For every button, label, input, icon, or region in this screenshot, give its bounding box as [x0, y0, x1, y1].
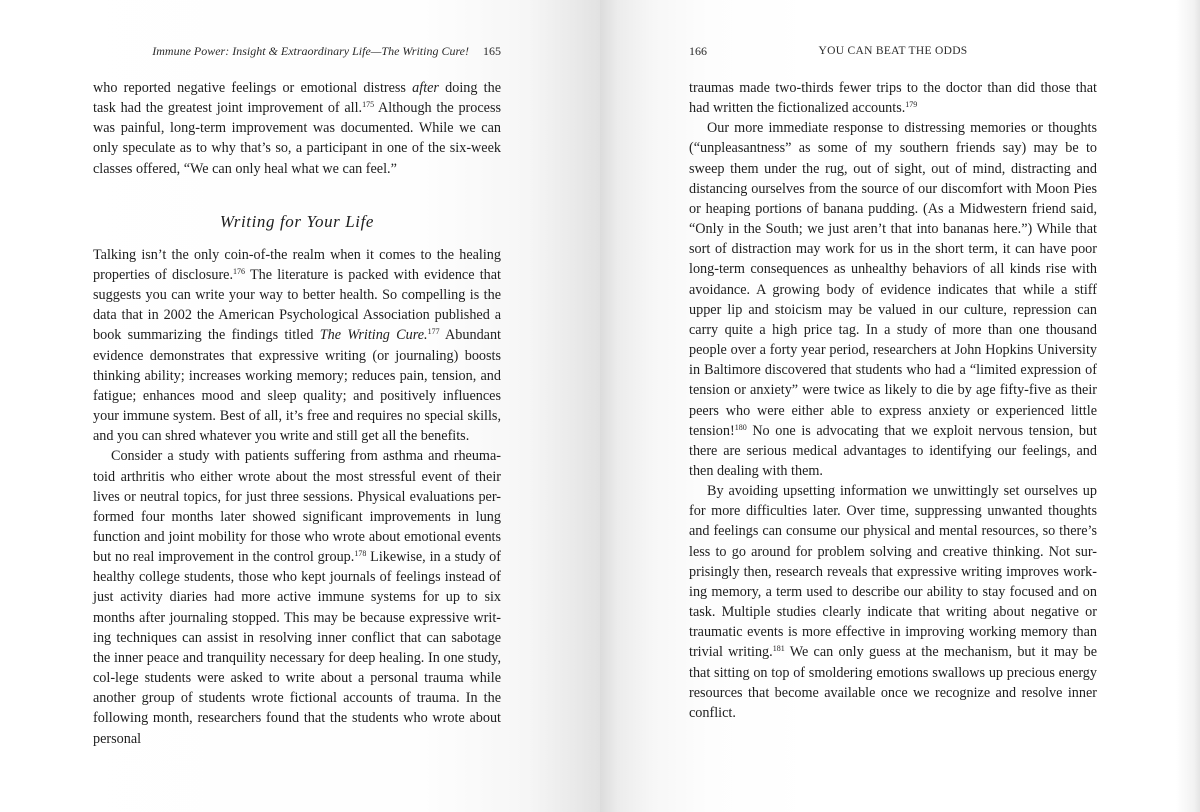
right-page-number: 166 — [689, 44, 707, 58]
endnote-ref-177: 177 — [427, 327, 440, 337]
left-paragraph-1: who reported negative feelings or emotional distress after doing the task had the greatest joint improvement of all.$^{175}$ Although the process was painful, long-term improvement was documented. While we can only speculate as to why that’s so, a participant in one of the six-week classes offered, “We can only heal what we can feel.” — [93, 80, 501, 177]
right-paragraph-1: traumas made two-thirds fewer trips to the doctor than did those that had written the fictionalized accounts.$^{179}$ — [689, 80, 1097, 117]
endnote-ref-176: 176 — [233, 266, 246, 276]
left-paragraph-3: Consider a study with patients suffering from asthma and rheuma-toid arthritis who either wrote about the most stressful event of their lives or neutral topics, for just three sessions. Physical evaluations per-formed four months later showed significant improvements in lung function and joint mobility for those who wrote about emotional events but no real improvement in the control group.$^{178}$ Likewise, in a study of healthy college students, those who kept journals of feelings instead of just activity diaries had more active immune systems for up to six months after journaling stopped. This may be because expressive writ-ing techniques can assist in resolving inner conflict that can sabotage the inner peace and tranquility necessary for deep healing. In one study, col-lege students were asked to write about a personal trauma while another group of students wrote fictional accounts of trauma. In the following month, researchers found that the students who wrote about personal — [93, 448, 501, 747]
right-paragraph-2: Our more immediate response to distressing memories or thoughts (“unpleasantness” as some of my southern friends say) may be to sweep them under the rug, out of sight, out of mind, distracting and distancing ourselves from the source of our discomfort with Moon Pies or heaping portions of banana pudding. (As a Midwestern friend said, “Only in the South; we just aren’t that into bananas here.”) While that sort of distraction may work for us in the short term, it can have poor long-term consequences as unhealthy behaviors of all kinds rise with avoidance. A growing body of evidence indicates that while a stiff upper lip and stoicism may be valued in our culture, repression can carry quite a high price tag. In a study of more than one thousand people over a forty year period, researchers at John Hopkins University in Baltimore discovered that students who had a “limited expression of tension or anxiety” were twice as likely to die by age fifty-five as their peers who were either able to express anxiety or experienced little tension!$^{180}$ No one is advocating that we exploit nervous tension, but there are serious medical advantages to identifying our feelings, and then dealing with them. — [689, 120, 1097, 479]
left-paragraph-2: Talking isn’t the only coin-of-the realm when it comes to the healing properties of disclosure.$^{176}$ The literature is packed with evidence that suggests you can write your way to better health. So compelling is the data that in 2002 the American Psychological Association published a book summarizing the findings titled The Writing Cure.$^{177}$ Abundant evidence demonstrates that expressive writing (or journaling) boosts thinking ability; increases working memory; reduces pain, tension, and fatigue; enhances mood and sleep quality; and positively influences your immune system. Best of all, it’s free and requires no special skills, and you can shred whatever you write and still get all the benefits. — [93, 246, 501, 445]
endnote-ref-178: 178 — [354, 549, 367, 559]
right-page — [600, 0, 1200, 812]
endnote-ref-179: 179 — [905, 100, 918, 110]
left-running-head-title: Immune Power: Insight & Extraordinary Life—The Writing Cure! — [152, 44, 469, 58]
right-running-head-title: YOU CAN BEAT THE ODDS — [818, 45, 968, 57]
left-page-body — [93, 78, 501, 749]
section-heading: Writing for Your Life — [219, 211, 375, 231]
endnote-ref-175: 175 — [362, 100, 375, 110]
endnote-ref-180: 180 — [734, 422, 747, 432]
endnote-ref-181: 181 — [772, 644, 785, 654]
left-page-number: 165 — [483, 44, 501, 58]
left-running-head — [128, 42, 501, 60]
right-paragraph-3: By avoiding upsetting information we unwittingly set ourselves up for more difficulties later. Over time, suppressing unwanted thoughts and feelings can consume our physical and mental resources, so there’s less to go around for problem solving and creative thinking. Not sur-prisingly then, research reveals that expressive writing improves work-ing memory, a term used to describe our ability to stay focused and on task. Multiple studies clearly indicate that writing about negative or traumatic events is more effective in improving working memory than trivial writing.$^{181}$ We can only guess at the mechanism, but it may be that sitting on top of smoldering emotions swallows up precious energy resources that become available once we recognize and resolve inner conflict. — [689, 483, 1097, 721]
right-page-body — [689, 78, 1097, 723]
